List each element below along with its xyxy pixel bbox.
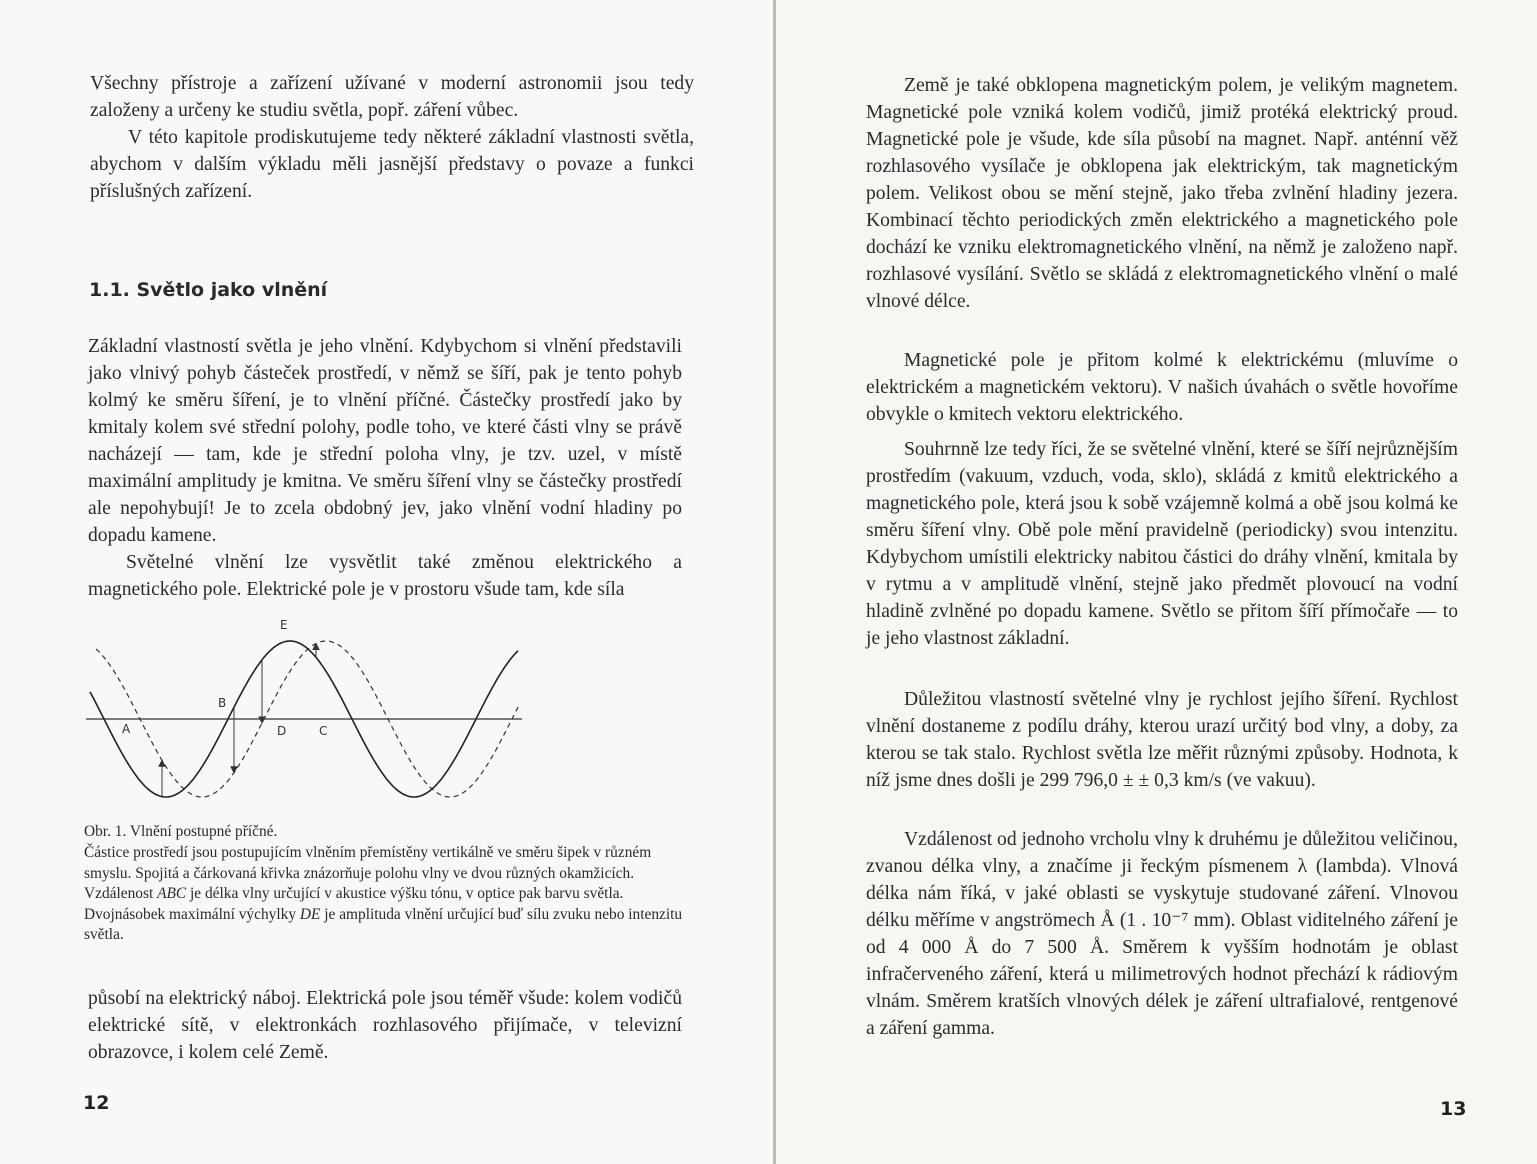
label-c: C bbox=[319, 724, 328, 738]
figure-caption-body: Částice prostředí jsou postupujícím vlněním přemístěny vertikálně ve směru šipek v různém smyslu. Spojitá a čárkovaná křivka znázorňuje polohu vlny ve dvou různých okamžicích. Vzdálenost ABC je délka vlny určující v akustice výšku tónu, v optice pak barvu světla. Dvojnásobek maximální výchylky DE je amplituda vlnění určující buď sílu zvuku nebo intenzitu světla. bbox=[84, 844, 683, 943]
section-heading: 1.1. Světlo jako vlnění bbox=[89, 279, 328, 301]
label-e: E bbox=[280, 618, 288, 632]
transverse-wave-figure bbox=[80, 615, 530, 820]
label-b: B bbox=[218, 696, 227, 710]
page-number-left: 12 bbox=[83, 1092, 110, 1114]
wavelength-paragraph: Vzdálenost od jednoho vrcholu vlny k druhému je důležitou veličinou, zvanou délka vlny, a značíme ji řeckým písmenem λ (lambda). Vlnová délka nám říká, v jaké oblasti se vyskytuje studované záření. Vlnovou délku měříme v angströmech Å (1 . 10⁻⁷ mm). Oblast viditelného záření je od 4 000 Å do 7 500 Å. Směrem k vyšším hodnotám je oblast infračerveného záření, která u milimetrových hodnot přechází k rádiovým vlnám. Směrem kratších vlnových délek je záření ultrafialové, rentgenové a záření gamma. bbox=[866, 829, 1458, 1039]
page-number-right: 13 bbox=[1440, 1098, 1467, 1120]
figure-caption-title: Obr. 1. Vlnění postupné příčné. bbox=[84, 823, 278, 840]
label-a: A bbox=[122, 722, 131, 736]
displacement-arrowhead bbox=[159, 760, 165, 766]
speed-of-light-paragraph: Důležitou vlastností světelné vlny je rychlost jejího šíření. Rychlost vlnění dostaneme z podílu dráhy, kterou urazí určitý bod vlny, a doby, za kterou se tak stalo. Rychlost světla lze měřit různými způsoby. Hodnota, k níž jsme dnes došli je 299 796,0 ± ± 0,3 km/s (ve vakuu). bbox=[866, 689, 1458, 791]
label-d: D bbox=[277, 724, 287, 738]
wave-paragraph: Základní vlastností světla je jeho vlnění. Kdybychom si vlnění představili jako vlnivý pohyb částeček prostředí, v němž se šíří, pak je tento pohyb kolmý ke směru šíření, je to vlnění příčné. Částečky prostředí jako by kmitaly kolem své střední polohy, podle toho, ve které části vlny se právě nacházejí — tam, kde je střední poloha vlny, je tzv. uzel, v místě maximální amplitudy je kmitna. Ve směru šíření vlny se částečky prostředí ale nepohybují! Je to zcela obdobný jev, jako vlnění vodní hladiny po dopadu kamene. Světelné vlnění lze vysvětlit také změnou elektrického a magnetického pole. Elektrické pole je v prostoru všude tam, kde síla bbox=[88, 336, 682, 600]
magnetic-vector-paragraph: Magnetické pole je přitom kolmé k elektrickému (mluvíme o elektrickém a magnetickém vektoru). V našich úvahách o světle hovoříme obvykle o kmitech vektoru elektrického. bbox=[866, 350, 1458, 425]
magnetic-field-paragraph: Země je také obklopena magnetickým polem, je velikým magnetem. Magnetické pole vzniká kolem vodičů, jimiž protéká elektrický proud. Magnetické pole je všude, kde síla působí na magnet. Např. anténní věž rozhlasového vysílače je obklopena jak elektrickým, tak magnetickým polem. Velikost obou se mění stejně, jako třeba zvlnění hladiny jezera. Kombinací těchto periodických změn elektrického a magnetického pole dochází ke vzniku elektromagnetického vlnění, na němž je založeno např. rozhlasové vysílání. Světlo se skládá z elektromagnetického vlnění o malé vlnové délce. bbox=[866, 75, 1458, 312]
displacement-arrowhead bbox=[231, 767, 237, 773]
intro-paragraph: Všechny přístroje a zařízení užívané v moderní astronomii jsou tedy založeny a určeny ke studiu světla, popř. záření vůbec. V této kapitole prodiskutujeme tedy některé základní vlastnosti světla, abychom v dalším výkladu měli jasnější představy o povaze a funkci příslušných zařízení. bbox=[90, 73, 694, 202]
electric-field-paragraph: působí na elektrický náboj. Elektrická pole jsou téměř všude: kolem vodičů elektrické sítě, v elektronkách rozhlasového přijímače, v televizní obrazovce, i kolem celé Země. bbox=[88, 988, 682, 1063]
summary-paragraph: Souhrnně lze tedy říci, že se světelné vlnění, které se šíří nejrůznějším prostředím (vakuum, vzduch, voda, sklo), skládá z kmitů elektrického a magnetického pole, která jsou k sobě vzájemně kolmá a obě jsou kolmá ke směru šíření vlny. Obě pole mění pravidelně (periodicky) svou intenzitu. Kdybychom umístili elektricky nabitou částici do dráhy vlnění, kmitala by v rytmu a v amplitudě vlnění, stejně jako předmět plovoucí na vodní hladině zvlněné po dopadu kamene. Světlo se přitom šíří přímočaře — to je jeho vlastnost základní. bbox=[866, 439, 1458, 649]
